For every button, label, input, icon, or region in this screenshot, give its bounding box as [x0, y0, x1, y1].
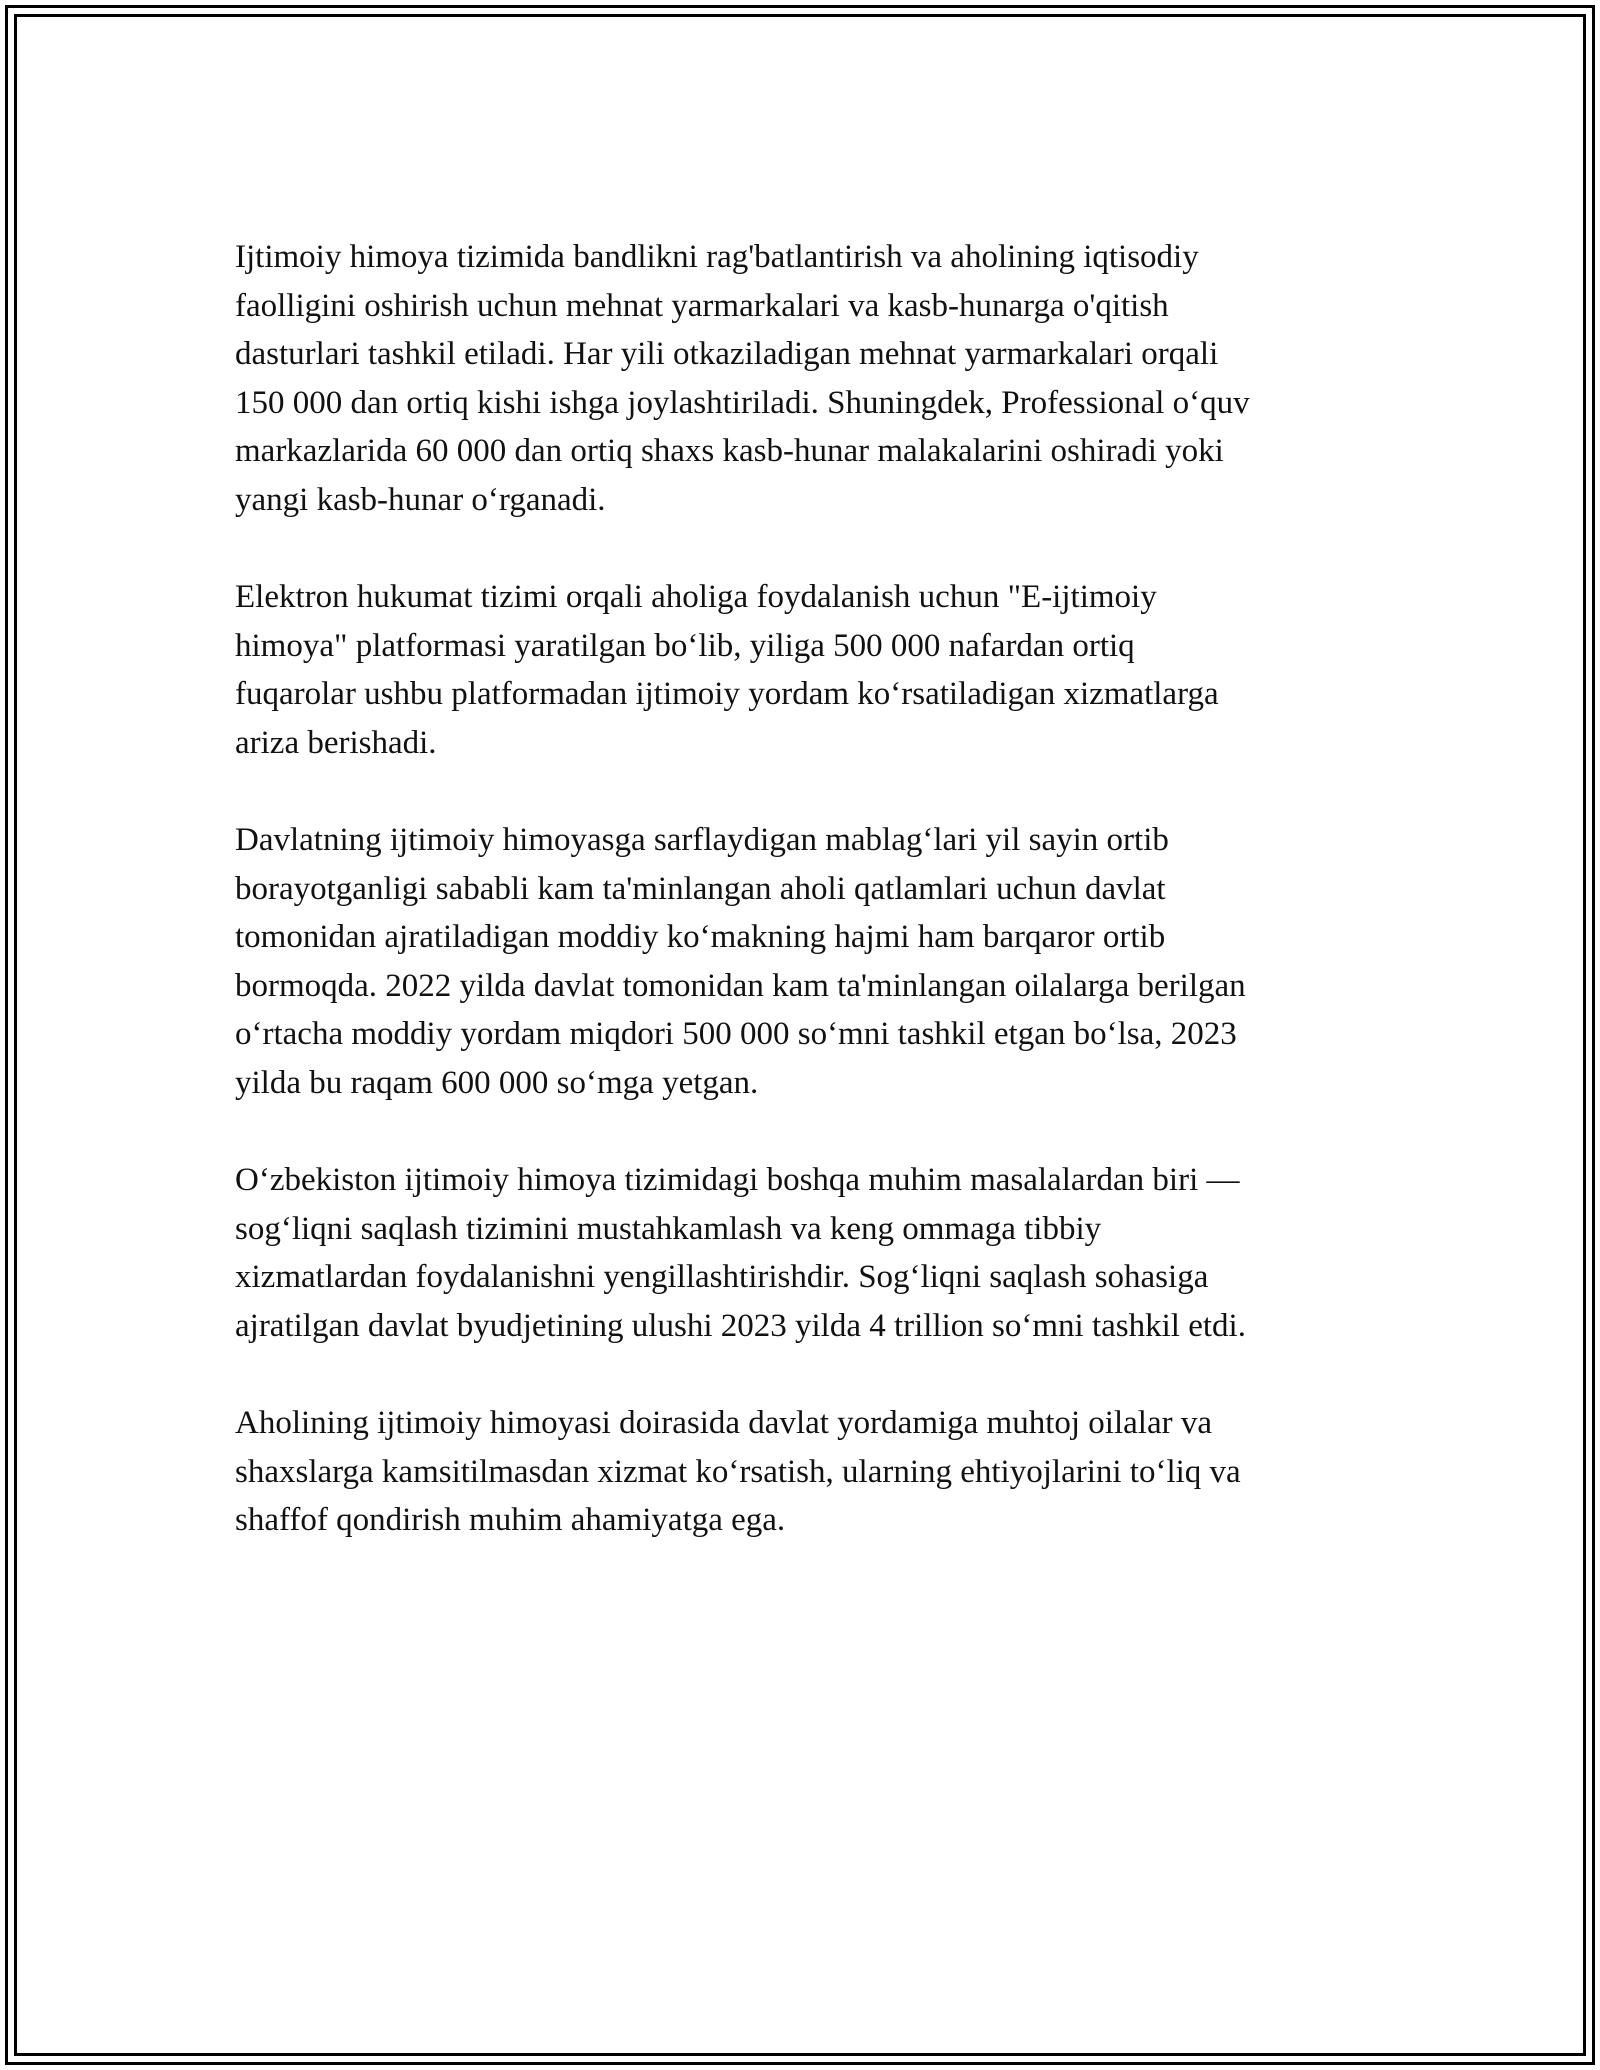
- text-line: Davlatning ijtimoiy himoyasga sarflaydigan mablagʻlari yil sayin ortib: [235, 822, 1169, 858]
- text-line: 150 000 dan ortiq kishi ishga joylashtiriladi. Shuningdek, Professional oʻquv: [235, 384, 1250, 421]
- text-line: Oʻzbekiston ijtimoiy himoya tizimidagi boshqa muhim masalalardan biri —: [235, 1162, 1240, 1198]
- text-line: shaxslarga kamsitilmasdan xizmat koʻrsatish, ularning ehtiyojlarini toʻliq va: [235, 1453, 1241, 1490]
- text-line: yangi kasb-hunar oʻrganadi.: [235, 481, 606, 518]
- paragraph-e-government: [235, 573, 1380, 767]
- text-line: markazlarida 60 000 dan ortiq shaxs kasb-hunar malakalarini oshiradi yoki: [235, 433, 1224, 469]
- text-line: Ijtimoiy himoya tizimida bandlikni rag'batlantirish va aholining iqtisodiy: [235, 239, 1199, 275]
- text-line: Elektron hukumat tizimi orqali aholiga foydalanish uchun "E-ijtimoiy: [235, 579, 1157, 615]
- text-line: ariza berishadi.: [235, 724, 437, 761]
- text-line: faolligini oshirish uchun mehnat yarmarkalari va kasb-hunarga o'qitish: [235, 287, 1169, 324]
- paragraph-employment: [235, 233, 1380, 524]
- text-line: yilda bu raqam 600 000 soʻmga yetgan.: [235, 1064, 759, 1101]
- text-line: dasturlari tashkil etiladi. Har yili otkaziladigan mehnat yarmarkalari orqali: [235, 336, 1219, 372]
- text-line: ajratilgan davlat byudjetining ulushi 2023 yilda 4 trillion soʻmni tashkil etdi.: [235, 1307, 1246, 1344]
- text-line: bormoqda. 2022 yilda davlat tomonidan kam ta'minlangan oilalarga berilgan: [235, 967, 1246, 1004]
- text-line: xizmatlardan foydalanishni yengillashtirishdir. Sogʻliqni saqlash sohasiga: [235, 1259, 1209, 1295]
- paragraph-social-protection: [235, 1399, 1380, 1545]
- text-line: himoya" platformasi yaratilgan boʻlib, yiliga 500 000 nafardan ortiq: [235, 627, 1135, 664]
- text-line: oʻrtacha moddiy yordam miqdori 500 000 soʻmni tashkil etgan boʻlsa, 2023: [235, 1016, 1237, 1052]
- text-line: sogʻliqni saqlash tizimini mustahkamlash va keng ommaga tibbiy: [235, 1210, 1102, 1247]
- paragraph-healthcare: [235, 1156, 1380, 1350]
- text-line: borayotganligi sababli kam ta'minlangan aholi qatlamlari uchun davlat: [235, 870, 1166, 907]
- document-body: [235, 233, 1380, 1594]
- text-line: tomonidan ajratiladigan moddiy koʻmakning hajmi ham barqaror ortib: [235, 919, 1166, 955]
- text-line: Aholining ijtimoiy himoyasi doirasida davlat yordamiga muhtoj oilalar va: [235, 1405, 1212, 1441]
- paragraph-material-support: [235, 816, 1380, 1107]
- text-line: fuqarolar ushbu platformadan ijtimoiy yordam koʻrsatiladigan xizmatlarga: [235, 676, 1219, 712]
- text-line: shaffof qondirish muhim ahamiyatga ega.: [235, 1502, 786, 1538]
